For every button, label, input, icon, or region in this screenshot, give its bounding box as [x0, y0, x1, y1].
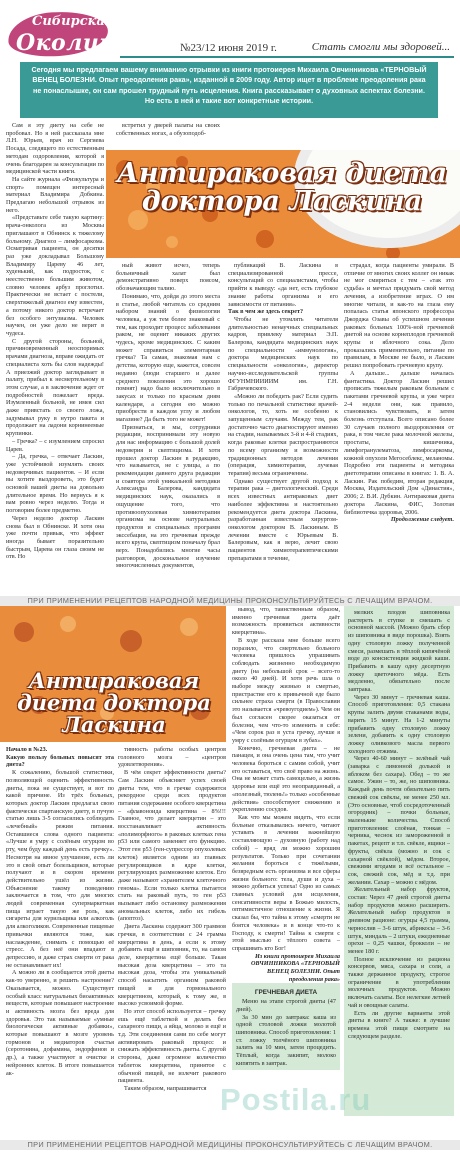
intro-banner: Сегодня мы предлагаем вашему вниманию отрывки из книги протоиерея Михаила Овчинникова «ТЕРНОВЫЙ ВЕНЕЦ БОЛЕЗНИ. Опыт преодоления рака», изданной в 2009 году. Автор ищет в проблеме преодоления рака не понаслышке, он сам прошел трудный путь исцеления. Книга рассказывает о духовных аспектах болезни. Но есть в ней и такие вот конкретные истории. [20, 62, 438, 118]
paragraph: Однако существует другой подход к терапии рака – диетологический. Среди всех известных антираковых диет наиболее эффективна и настоятельно рекомендуется диета доктора Ласкина, разработанная известным хирургом-онкологом доктором В. Ласкиным. В лечении вместе с Юрьевым В. Балеровым, как я верю, лечит свою пациентов химиотерапевтическими препаратами в течение, [228, 477, 338, 562]
section2-column-2 [118, 746, 226, 1116]
paragraph: Желательный набор фруктов, состав: Через 47 дней строгой диеты набор продуктов можно расширить. Желательный набор продуктов в дневном рационе: огурцы 4,5 грамма, чернослив – 3-6 штук, абрикосы – 3-6 штук, миндаль – 2 штуки, ежедневные орехи – 0,25 чашки, брокколи – не менее 180 г. [348, 886, 450, 955]
paragraph: А дальше... дальше началась фантастика. Доктор Ласкин решил прописать тяжелым раковым больным с пакетами гречневой крупы, и уже через 2-4 недели они, как правило, становились чувствовать, и затем болезнь отступала. Всего описано более 30 случаев полного выздоровления от рака, в том числе рака молочной железы, простаты, кишечника, лимфогранулематоза, лимфосаркомы, кожной опухоли Мегосеблекс, меланомы. Подробно эти пациенты и методика диетотерапии описаны в книгах: 1. В. А. Ласкин. Рак победим, вторая редакция, Москва, Издательский Дом «Династия», 2006; 2. В.И. Дубкин. Антираковая диета доктора Ласкина, ФИС, Золотая библиотечка здоровья, 2006. [344, 369, 454, 516]
masthead-divider [120, 56, 454, 58]
masthead [0, 0, 460, 64]
site-watermark: Postila.ru [220, 1082, 372, 1117]
paragraph: Полное исключение из рациона консервов, мяса, сахара и соли, а также держанное продукту, строгое ограничение в употреблении молочных продуктов. Можно включать салаты. Все нелегкие летней чай и овощные салаты. [348, 955, 450, 1009]
paragraph: мелких плодов шиповника растереть в ступке и смешать с основной массой. (Можно брать сбор из шиповника в виде порошка). Взять одну столовую ложку полученной смеси, размешать в тёплой кипячёной воде до консистенции жидкой каши. Прибавить в кашу одну десертную ложку цветочного мёда. Есть медленно, обязательно после завтрака. [348, 609, 450, 694]
disclaimer-stripe-1: ПРИ ПРИМЕНЕНИИ РЕЦЕПТОВ НАРОДНОЙ МЕДИЦИНЫ ПРОКОНСУЛЬТИРУЙТЕСЬ С ЛЕЧАЩИМ ВРАЧОМ. [0, 596, 460, 606]
section1-column-3 [228, 262, 338, 592]
paragraph: Таким образом, напрашивается [124, 1084, 207, 1092]
paragraph: публикаций В. Ласкина в специализированной прессе, консультаций со специалистами, чтобы прийти к выводу: «да нет, есть глубокое знание работы организма и его зависимости от питания». [228, 262, 338, 308]
newspaper-logo[interactable] [8, 4, 133, 60]
paragraph: – Гречка? – с изумлением спросил Царев. [6, 437, 104, 453]
box-heading: ГРЕЧНЕВАЯ ДИЕТА [254, 989, 318, 997]
issue-number-date: №23/12 июня 2019 г. [180, 42, 277, 54]
paragraph: Есть ли другие варианты этой диеты в книге? А также: в лучшие времена этой пищи смотрите на следующем разделе. [348, 1009, 450, 1040]
paragraph: Но этот способ используется – гречку ешь ещё таблеткой и делать без сахарного пищи, а яйца, молоко и ещё и т.д. Эти соединения сами по себе могут активировать раковый процесс и снижать эффективность диеты. С другой стороны, даже огромное количество таблеток кверцетина, принятое с обычной пищей, не излечит ракового пациента. [118, 1007, 226, 1085]
to-be-continued: Продолжение следует. [390, 516, 454, 524]
paragraph: К сожалению, большой статистики, позволяющей оценить эффективность диеты, пока не существует, и вот по какой причине. Из трёх больных, которых доктор Ласкин предлагал свою фактически спартанскую диету, в пучую статью лишь 3-5 согласились соблюдать «лечебный» режим питания. Оставшиеся слова одного пациента: «Лучше я умру с солёным огурцом во рту, чем буду каждый день есть гречку». Несмотря на явное улучшение, есть ли это в свой опыт болельщиков, которые получают и в скором времени действительно ушёл из жизни. Объяснение такому поведению заключается в том, что для многих людей современная супермаркетная пища играет такую же роль, как сигареты для курильщика или алкоголь для алкоголиков. Современные пищевые привычки являются тоже, как наслаждение, снимать с помощью её стресс. А без неё они впадают в депрессию, и даже страх смерти от рака не останавливает их! [6, 769, 114, 969]
section2-headline: Антираковая диета доктора Ласкина [17, 668, 211, 737]
paragraph: Через 30 минут – гречневая каша. Способ приготовления: 0,5 стакана крупы залить двумя стаканами воды, варить 15 минут. На 1-2 минуты прибавить одну столовую ложку зелени, добавить к одну столовую ложку оливкового масла первого холодного отжима. [348, 693, 450, 755]
disclaimer-stripe-2: ПРИ ПРИМЕНЕНИИ РЕЦЕПТОВ НАРОДНОЙ МЕДИЦИНЫ ПРОКОНСУЛЬТИРУЙТЕСЬ С ЛЕЧАЩИМ ВРАЧОМ. [0, 1140, 460, 1150]
paragraph: Конечно, гречневая диета – не панацея, и она очень цена там, что учит человека бороться с самим собой, учит его оставаться, что своё право на жизнь. Она не может стать самоцелью, а жизнь здоровье или ещё это неоправданный, а «полезный, тюлень!» только «особенные действия» способствуют снижению и укреплению сосудов. [232, 744, 340, 814]
continuation-note: Начало в №23. [6, 746, 48, 753]
paragraph: С другой стороны, больной, причиновременный неоспоримых врачами диагноза, вправе ожидать от специалиста хоть бы слов надежды! А приезжий доктор заглядывает в палату, прибыл к несмертельному в этом случае, а в заключение ждет от подробностей пожелает вреда. Изумленный больной, не имея сил даже привстать со своего ложа, задумывал руку в нутро пакета и продолжает на ладони корнинеемые крупинки. [6, 337, 104, 438]
paragraph: Через неделю доктор Ласкин снова был в Обнинске. И хотя она уже почти привык, что эффект иногда бывает поразительно быстрым, Царева он глаза своим не отв. Но [6, 514, 104, 561]
paragraph: Диета Ласкина содержит 300 граммов гречки, в соответствии с 24 грамма кверцетина в день, а если к этому добавить ещё и шиповник, то, на самом деле, кверцетина ещё больше. Такая высокая доза кверцетина – это та высокая доза, чтобы эта уникальный способ насытить организм раковой пищей и для гормонального кверцетином, который, к тому же, в высоко усвоимой форме. [118, 923, 226, 1008]
paragraph: тивность работы особых центров головного мозга – «центров удовлетворения». [118, 746, 226, 769]
buckwheat-diet-box [232, 983, 340, 1070]
book-source-signature: Из книги протоиерея Михаила ОВЧИННИКОВА «ТЕРНОВЫЙ ВЕНЕЦ БОЛЕЗНИ. Опыт преодоления рака» [250, 952, 340, 983]
paragraph: Понимаю, что, дойдя до этого места в статье, любой читатель со средним набором знаний о физиологии человека, а уж тем более знакомый с тем, как проходит процесс заболевания раком, не оценит никаких других чудесь, кроме медицинских. С каким может справиться элементарная гречка? Та самая, знакомая нам с детства, которую еще, кажется, совсем недавно (люди старшего и далее среднего поколения это хорошо помнят) надо было исключительно в закусах и только по красным дням календаря, а сегодня ею можно приобрести в каждом углу и любом магазине? Да быть того не может! [116, 292, 220, 424]
section2-column-3 [232, 606, 340, 1116]
paragraph: «Можно ли победить рак? Если судить только по печальной статистике врачей-онкологов, то, хоть не особенно к запущенным случаям. Между тем, рак достаточно часто диагностируют именно на стадии, называемых 3-й и 4-й стадиях, когда раковые клетки распространяются по всему организму и возможности традиционных методов лечения (операция, химиотерапия, лучевая терапия) весьма ограниченны. [228, 392, 338, 477]
logo-text-top: Сибирская [32, 14, 116, 29]
section1-column-4 [344, 262, 454, 592]
paragraph: А можно ли в сообщается этой диеты как-то уверенно, и решить настроение? Оказывается, можно. Существует особый класс натуральных биоактивных веществ, которые повышают настроение и активность мозга без вреда для здоровья. Это так называемые «умные биологически активные добавки», которые повышают в мозге уровень гормонов и медиаторов счастья (серотонина, дофамина, эндорфинов и др.), а также участвуют в очистке и нейроннях клеток. В итоге повышается ак- [6, 969, 114, 1077]
paragraph: вывод, что, таинственным образом, именно гречневая диета даёт возможность проявиться активности кверцетина». [232, 606, 340, 637]
paragraph: Чтобы не утомлять читателя длительностью ненаучных специальных кадров, привлеку материал Э.П. Балерова, кандидата медицинских наук по специальности «иммунология», доктора медицинских наук по специальности «онкология», директор научно-исследовательской группы ФГУНМНИИИИМ им. Г.Н. Габричевского. [228, 315, 338, 393]
section1-column-2-top [116, 122, 220, 148]
paragraph: «Представьте себе такую картину: врача-онколога из Москвы приглашают в Обнинск к тяжелому больному. Диагноз – лимфосаркома. Осматривая пациента, он десятки раз уже докладывал Большому Владимиру Цареву 46 лет, худенький, как подросток, с неестественно большим животом, словно человек арбуз проглотил. Практически не встает с постели, сверхтяжелый диагноз ему известен, а потому никого доктор встречает без особого энтузиазма. Человек научен, он уже дело не верит в чудеса. [6, 214, 104, 337]
paragraph: В чём секрет эффективности диеты? Сам Ласкин объясняет успех своей диеты тем, что в гречке содержится рекордное среди всех продуктов питания содержание особого кверцетина – «флавоноида кверцетина – 8%!!! Главное, что делает кверцетин – это восстанавливает активность «полиморфного» в раковых клетках гена р53 или самого заменяет его функцию. Этот ген р53 (ген-супрессор опухолевых клеток) является одним из главных регулировщиков в ядре клетки, регулирующих размножение клеток. Его даже называют «хранителем клеточного генома». Если только клетка пытается стать на раковый путь, то ген р53 вызывает либо остановку размножения аномальных клеток, либо их гибель (апоптоз). [118, 769, 226, 923]
paragraph: Меню на этапе строгой диеты (47 дней). [236, 998, 336, 1013]
paragraph: За 30 мин до завтрака: каша из одной столовой ложки молотой шиповника. Способ приготовления: 1 ст. ложку толчёного шиповника залить на 10 мин, затем процедить. Тёплый, когда закипит, молоко кипятить в завтрак. [236, 1013, 336, 1067]
section1-column-1 [6, 122, 104, 592]
paragraph: – Да, гречка, – отвечает Ласкин, уже устойчивой изумлять своих недоверчивых пациентов. – И если вы хотите выздороветь, это будет основой вашей диеты на довольно длительное время. Но вернусь я к вам ровно через неделю. Тогда и поговорим более предметно. [6, 453, 104, 515]
paragraph: Признаться, и мы, сотрудники редакции, воспринимали эту новую для нас информацию с большой долей недоверия и скептицизма. И хотя прошел доктор Ласкин в редакцию, что называется, не с улицы, а по рекомендации давнего друга редакции и соавтора этой уникальной методики Александра Балерова, кандидата медицинских наук, оказались в ощущение того, что противоопухолевая химиотерапия организма на основе натуральных продуктов и специальных программ экссебации, на это гречневая прежде всего крупа, скептицизм поначалу брал верх. Понадобились многие часы разговоров, доскональное изучение многочисленных документов, [116, 423, 220, 570]
paragraph: страдал, когда пациенты умирали. В отличие от многих своих коллег он никак не мог смириться с тем – «так это судьба» и мечтал придумать свой метод лечения, а изобретение играх. О им многие читали, и как-то на глаза ему попалась статья японского профессора Джорджа Озавы об успешном лечении раковых больных 100%-ной гречневой диетой на основе корнеплодов гречневой крупы и яблочного сока. Дело проказались применительно, питание по правилам, в Москве не было, и Ласкин решил попробовать гречневую крупу. [344, 262, 454, 370]
subheading: Какую пользу больных повысят эта диета? [6, 753, 114, 769]
section2-column-4 [344, 606, 454, 1116]
paragraph: встретил у дверей палаты на своих собственных ногах, а обузоподоб- [116, 122, 220, 137]
section2-column-1 [6, 746, 114, 1116]
paragraph: ный живот исчез, теперь больничный халат был демонстративно поверх поясом, обозначающим талию. [116, 262, 220, 293]
paragraph: В ходе рассказа мне больше всего поразило, что смертельно больного человека пришлось упрашивать соблюдать жизненно необходимую диету (на небольшой срок – всего-то около 40 дней). И хотя речь шла о выборе между жизнью и смертью, пристрастие его к привычной еде было сильнее страха смерти (в Православии это называется «чревоугодием»). Чем он был согласен скорее оказаться от болезни, чем что-то изменить в себе: «Чем сорок раз в уста гречку, лучше я умру с солёным огурцом в зубах». [232, 636, 340, 744]
subheading: Так в чем же здесь секрет? [228, 308, 304, 316]
paragraph: Сам я эту диету на себе не пробовал. Но я ней рассказала мне Л.Н. Юрьев, врач из Сергиева Посада, следящего по естественным методам оздоровления, которой я очень благодарен за консультации по медицинской части книги. [6, 122, 104, 176]
paragraph: Как что мы можем видеть, что если больные отказывались ничего, читают уставать в лечении важнейшую составляющую – духовную (работу над собой) – вряд ли можно хорошим результатов. Только при сочетании желания бороться с тяжёлыми, безвредным есть организма и все сферы жизни больного: тела, души и духа – можно добиться успеха! Одно из самых главных условий для исцеления, сенсативности веры в Божью милость, оптимистичное отношение к жизни. Я сказал бы, что тайна к этому «смерти не боятся человека» и в конце что-то к Господу, к смерти! Тайна к смерти с этой мыслью с тёплого совета – спрашивать кто Бог! [232, 813, 340, 952]
paragraph: Через 40-60 минут – зелёный чай (заварка с лимонной долькой и яблоком без сахара). Обед – то же самое. Ужин – то, же, но шиповника. Каждый день почти обязательно пить свежий сок свёклы, не менее 250 мл. (Это основные, чтоб сосредоточенный огородник) – почки больные, маленькие количества. Способ приготовления: слоёная, тонкая – черника, чеснок из замороженной в пакетах, рецепт и т.п. свёкле, ящики – фрукты, свёкла (можно и сок с сахарной свёклой), мёдом. Второе, свежими ягодами и всё остальное – сок, свежий сок, мёд и т.д. при желании. Сахар – можно с мёдом. [348, 755, 450, 886]
section1-column-2 [116, 262, 220, 592]
section1-headline: Антираковая диета доктора Ласкина [116, 158, 448, 217]
masthead-slogan: Стать смогли мы здоровей... [311, 41, 450, 53]
logo-text-bottom: Околица [16, 30, 133, 56]
paragraph: На сайте журнала «Физкультура и спорт» помещен интересный материал Владимира Добкина. Предлагаю небольшой отрывок из него. [6, 175, 104, 214]
